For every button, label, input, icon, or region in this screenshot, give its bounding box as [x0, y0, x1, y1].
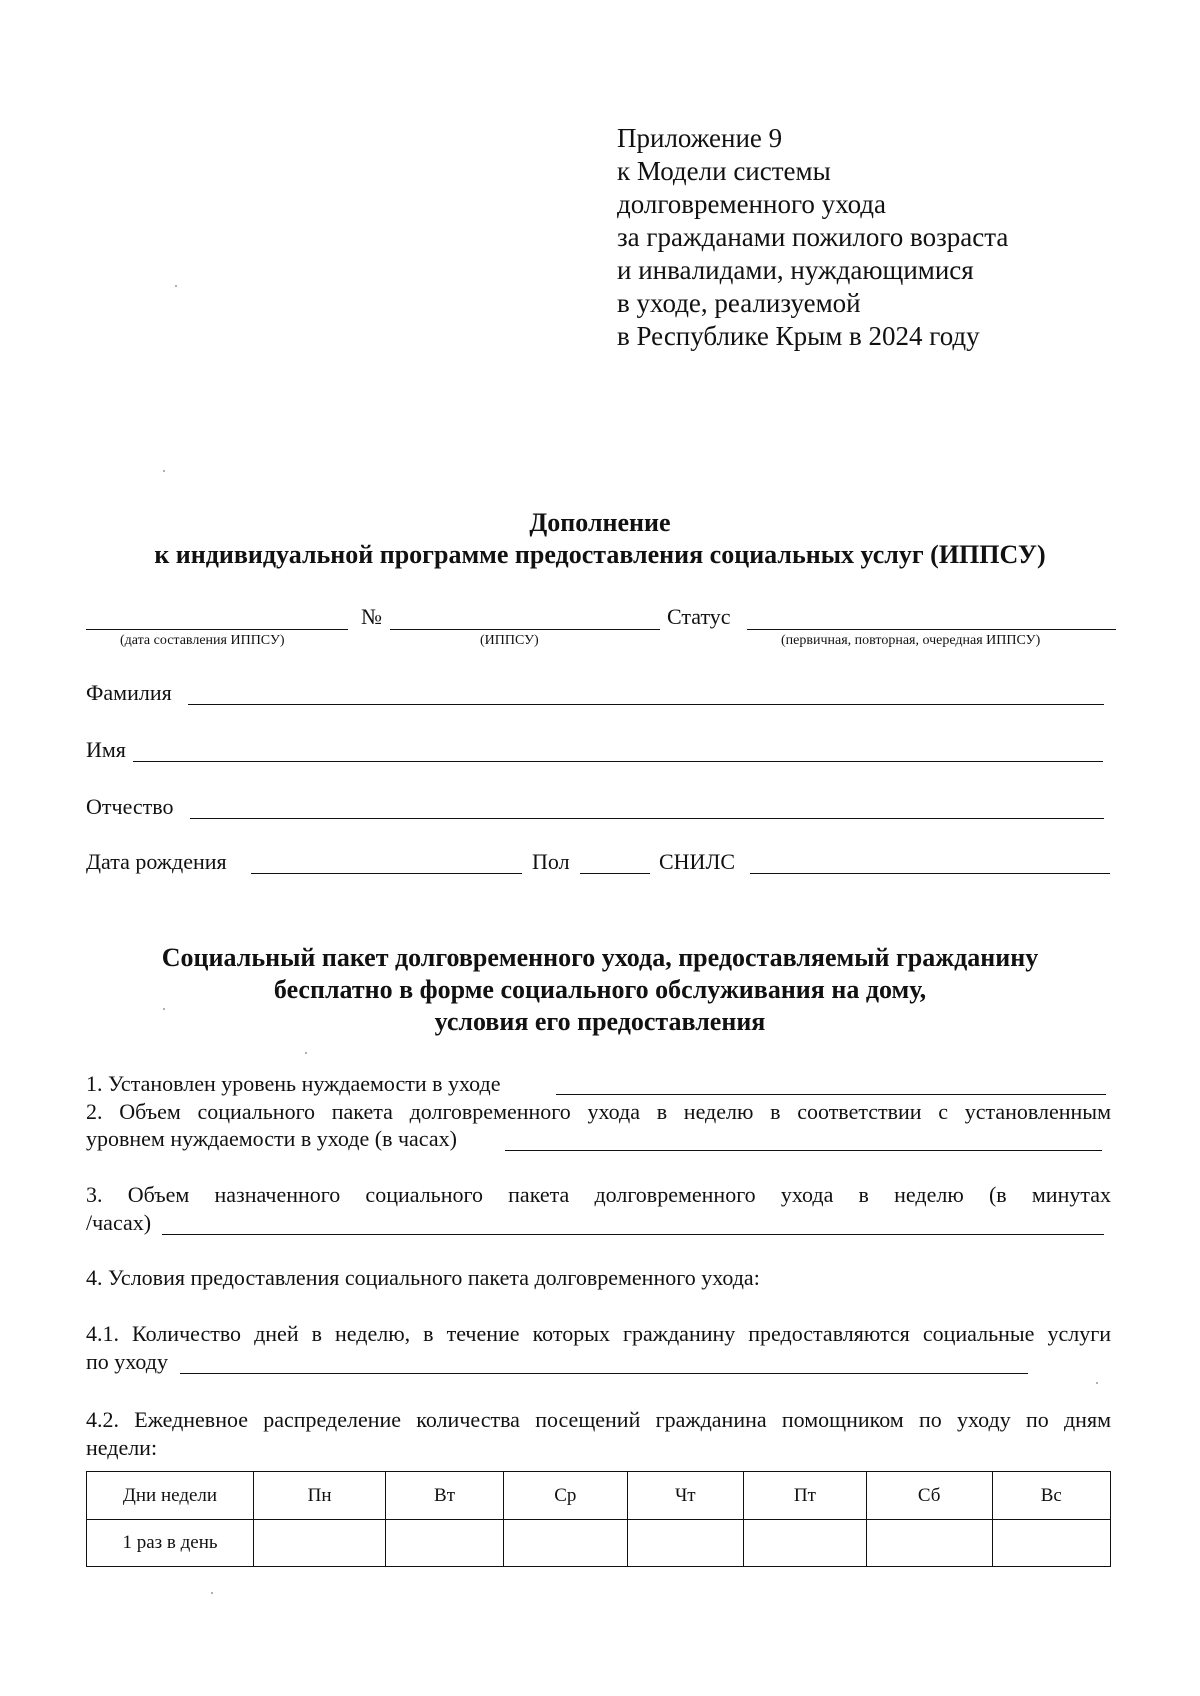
appendix-line: долговременного ухода — [617, 189, 887, 219]
item-4-2-text: 4.2. Ежедневное распределение количества посещений гражданина помощником по уходу по дням — [86, 1407, 1111, 1432]
item-2-text-cont: уровнем нуждаемости в уходе (в часах) — [86, 1126, 457, 1151]
status-label: Статус — [667, 604, 731, 629]
visit-cell-sun[interactable] — [992, 1520, 1110, 1567]
item-2-text: 2. Объем социального пакета долговременного ухода в неделю в соответствии с установленным — [86, 1099, 1111, 1124]
sex-field-line[interactable] — [580, 873, 650, 874]
number-caption: (ИППСУ) — [480, 633, 539, 648]
day-header-sun: Вс — [992, 1472, 1110, 1520]
appendix-line: и инвалидами, нуждающимися — [617, 255, 974, 285]
scan-speck — [163, 1008, 165, 1010]
section-title-line: Социальный пакет долговременного ухода, предоставляемый гражданину — [161, 943, 1039, 972]
item-3-text-cont: /часах) — [86, 1210, 152, 1235]
patronymic-label: Отчество — [86, 794, 174, 819]
name-field-line[interactable] — [133, 761, 1103, 762]
sex-label: Пол — [532, 849, 570, 874]
day-header-sat: Сб — [866, 1472, 992, 1520]
days-per-week-field-line[interactable] — [180, 1373, 1028, 1374]
birth-date-label: Дата рождения — [86, 849, 227, 874]
document-subtitle: к индивидуальной программе предоставления социальных услуг (ИППСУ) — [154, 540, 1046, 569]
item-1-text: 1. Установлен уровень нуждаемости в уходе — [86, 1071, 501, 1096]
snils-field-line[interactable] — [750, 873, 1110, 874]
name-label: Имя — [86, 737, 126, 762]
surname-label: Фамилия — [86, 680, 172, 705]
appendix-line: к Модели системы — [617, 156, 831, 186]
section-title-line: бесплатно в форме социального обслуживания на дому, — [273, 975, 927, 1004]
need-level-field-line[interactable] — [556, 1094, 1106, 1095]
section-title-line: условия его предоставления — [434, 1007, 766, 1036]
number-field-line[interactable] — [390, 629, 660, 630]
appendix-line: в Республике Крым в 2024 году — [617, 321, 980, 351]
day-header-tue: Вт — [386, 1472, 504, 1520]
day-header-wed: Ср — [503, 1472, 627, 1520]
surname-field-line[interactable] — [188, 704, 1104, 705]
assigned-volume-field-line[interactable] — [162, 1234, 1104, 1235]
scan-speck — [163, 470, 165, 472]
status-caption: (первичная, повторная, очередная ИППСУ) — [781, 633, 1041, 648]
item-3-text: 3. Объем назначенного социального пакета долговременного ухода в неделю (в минутах — [86, 1182, 1111, 1207]
appendix-note — [617, 122, 1137, 353]
day-header-mon: Пн — [254, 1472, 386, 1520]
item-4-1-text: 4.1. Количество дней в неделю, в течение которых гражданину предоставляются социальные услуги — [86, 1321, 1111, 1346]
visit-cell-thu[interactable] — [627, 1520, 743, 1567]
item-4-text: 4. Условия предоставления социального пакета долговременного ухода: — [86, 1265, 760, 1290]
document-title: Дополнение — [529, 508, 671, 537]
table-header-row — [87, 1472, 1111, 1520]
birth-date-field-line[interactable] — [251, 873, 522, 874]
scan-speck — [1096, 1382, 1098, 1384]
row-label-cell: 1 раз в день — [87, 1520, 254, 1567]
number-label: № — [361, 604, 382, 629]
scan-speck — [305, 1052, 307, 1054]
patronymic-field-line[interactable] — [190, 818, 1104, 819]
appendix-line: в уходе, реализуемой — [617, 288, 861, 318]
weekly-visits-table — [86, 1471, 1111, 1567]
appendix-line: за гражданами пожилого возраста — [617, 222, 1009, 252]
scan-speck — [175, 285, 177, 287]
visit-cell-tue[interactable] — [386, 1520, 504, 1567]
snils-label: СНИЛС — [659, 849, 736, 874]
status-field-line[interactable] — [747, 629, 1116, 630]
date-field-line[interactable] — [86, 629, 348, 630]
visit-cell-sat[interactable] — [866, 1520, 992, 1567]
table-row — [87, 1520, 1111, 1567]
item-4-2-text-cont: недели: — [86, 1435, 158, 1460]
visit-cell-wed[interactable] — [503, 1520, 627, 1567]
day-header-fri: Пт — [743, 1472, 866, 1520]
visit-cell-mon[interactable] — [254, 1520, 386, 1567]
appendix-line: Приложение 9 — [617, 123, 783, 153]
date-caption: (дата составления ИППСУ) — [120, 633, 285, 648]
scan-speck — [211, 1592, 213, 1594]
table-header-cell: Дни недели — [87, 1472, 254, 1520]
visit-cell-fri[interactable] — [743, 1520, 866, 1567]
weekly-volume-field-line[interactable] — [505, 1150, 1102, 1151]
day-header-thu: Чт — [627, 1472, 743, 1520]
item-4-1-text-cont: по уходу — [86, 1349, 168, 1374]
